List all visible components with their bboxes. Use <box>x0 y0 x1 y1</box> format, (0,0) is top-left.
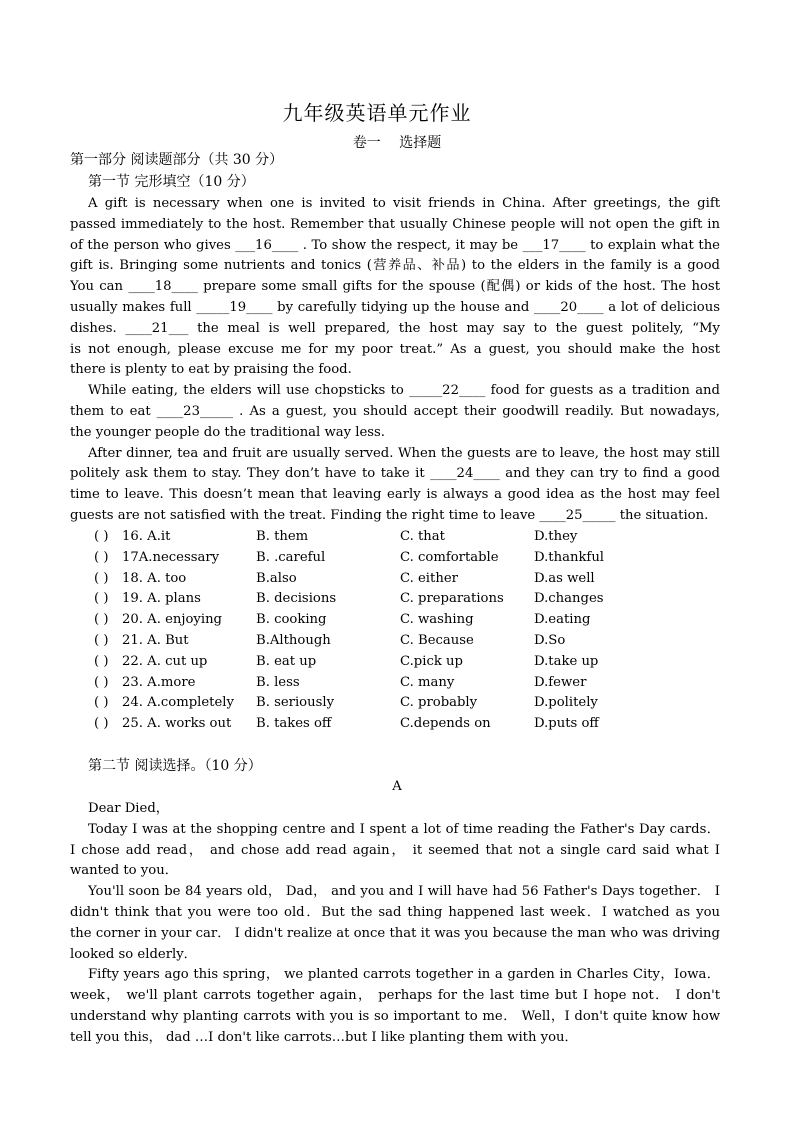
cloze-line: gift is. Bringing some nutrients and tonics (营养品、补品) to the elders in the family is a good <box>70 258 720 274</box>
answer-bracket[interactable]: ( ) <box>94 591 109 607</box>
option-b: B.also <box>256 570 297 586</box>
cloze-line: is not enough, please excuse me for my poor treat.” As a guest, you should make the host <box>70 341 720 357</box>
reading-line: Fifty years ago this spring， we planted carrots together in a garden in Charles City，Iowa． <box>88 967 720 983</box>
answer-bracket[interactable]: ( ) <box>94 653 109 669</box>
cloze-line: A gift is necessary when one is invited to visit friends in China. After greetings, the gift <box>88 196 720 211</box>
answer-bracket[interactable]: ( ) <box>94 695 109 711</box>
cloze-line: usually makes full _____19____ by carefully tidying up the house and ____20____ a lot of delicious <box>70 300 720 315</box>
question-row <box>94 589 714 610</box>
option-c: C. Because <box>400 633 474 648</box>
option-b: B. less <box>256 674 300 690</box>
option-c: C. either <box>400 570 458 586</box>
option-c: C.pick up <box>400 653 463 669</box>
option-c: C. preparations <box>400 591 504 607</box>
part1-heading: 第一部分 阅读题部分（共 30 分） <box>70 152 284 168</box>
option-b: B.Although <box>256 633 331 648</box>
answer-bracket[interactable]: ( ) <box>94 716 109 732</box>
cloze-line: the younger people do the traditional way less. <box>70 424 385 440</box>
option-d: D.politely <box>534 695 598 711</box>
option-d: D.eating <box>534 612 591 628</box>
option-b: B. seriously <box>256 695 335 711</box>
question-row <box>94 652 714 673</box>
page-title: 九年级英语单元作业 <box>282 101 472 125</box>
reading-line: the corner in your car． I didn't realize at once that it was you because the man who was driving <box>70 925 720 941</box>
question-row <box>94 631 714 652</box>
option-a: 25. A. works out <box>122 716 232 732</box>
option-c: C. washing <box>400 612 474 628</box>
option-c: C.depends on <box>400 716 491 732</box>
cloze-line: them to eat ____23_____ . As a guest, you should accept their goodwill readily. But nowadays, <box>70 404 720 419</box>
option-a: 17A.necessary <box>122 549 220 565</box>
section1-heading: 第一节 完形填空（10 分） <box>88 174 255 190</box>
question-row <box>94 527 714 548</box>
reading-line: week， we'll plant carrots together again， perhaps for the last time but I hope not． I don't <box>70 988 720 1004</box>
option-c: C. many <box>400 674 455 690</box>
reading-line: I chose add read， and chose add read again， it seemed that not a single card said what I <box>70 842 720 858</box>
answer-bracket[interactable]: ( ) <box>94 529 109 544</box>
reading-line: wanted to you． <box>70 863 178 879</box>
option-b: B. them <box>256 529 309 544</box>
page-subtitle: 卷一 选择题 <box>352 135 442 151</box>
reading-line: You'll soon be 84 years old， Dad， and you and I will have had 56 Father's Days together． I <box>88 884 720 900</box>
passage-letter: A <box>392 779 402 794</box>
cloze-line: After dinner, tea and fruit are usually served. When the guests are to leave, the host may still <box>88 445 720 461</box>
reading-line: looked so elderly． <box>70 946 197 962</box>
cloze-line: While eating, the elders will use chopsticks to _____22____ food for guests as a tradition and <box>88 383 720 399</box>
answer-bracket[interactable]: ( ) <box>94 570 109 586</box>
answer-bracket[interactable]: ( ) <box>94 549 109 565</box>
option-b: B. decisions <box>256 591 337 607</box>
question-row <box>94 714 714 735</box>
option-b: B. .careful <box>256 549 326 565</box>
cloze-line: time to leave. This doesn’t mean that leaving early is always a good idea as the host may feel <box>70 487 720 503</box>
section2-heading: 第二节 阅读选择。（10 分） <box>88 758 262 774</box>
question-row <box>94 548 714 569</box>
reading-line: Today I was at the shopping centre and I spent a lot of time reading the Father's Day cards． <box>88 821 720 837</box>
option-a: 19. A. plans <box>122 591 201 607</box>
option-b: B. eat up <box>256 653 317 669</box>
option-b: B. cooking <box>256 612 327 628</box>
reading-line: didn't think that you were too old．But the sad thing happened last week．I watched as you <box>70 905 720 920</box>
answer-bracket[interactable]: ( ) <box>94 633 109 648</box>
question-row <box>94 569 714 590</box>
reading-line: understand why planting carrots with you is so important to me． Well，I don't quite know how <box>70 1009 720 1024</box>
option-d: D.thankful <box>534 549 605 565</box>
option-c: C. that <box>400 529 445 544</box>
answer-bracket[interactable]: ( ) <box>94 612 109 628</box>
question-row <box>94 693 714 714</box>
cloze-line: of the person who gives ___16____ . To show the respect, it may be ___17____ to explain what the <box>70 237 720 253</box>
answer-bracket[interactable]: ( ) <box>94 674 109 690</box>
option-c: C. probably <box>400 695 478 711</box>
option-d: D.take up <box>534 653 599 669</box>
option-a: 16. A.it <box>122 529 171 544</box>
option-a: 22. A. cut up <box>122 653 208 669</box>
cloze-line: dishes. ____21___ the meal is well prepared, the host may say to the guest politely, “My <box>70 320 720 336</box>
option-a: 18. A. too <box>122 570 187 586</box>
option-d: D.fewer <box>534 674 587 690</box>
option-d: D.So <box>534 633 566 648</box>
cloze-line: You can ____18____ prepare some small gifts for the spouse (配偶) or kids of the host. The host <box>70 279 720 295</box>
option-d: D.puts off <box>534 716 599 732</box>
cloze-line: there is plenty to eat by praising the food. <box>70 362 352 378</box>
reading-line: tell you this， dad …I don't like carrots…but I like planting them with you． <box>70 1029 578 1045</box>
cloze-line: guests are not satisfied with the treat. Finding the right time to leave ____25_____ the situation. <box>70 508 709 523</box>
option-d: D.they <box>534 529 578 544</box>
option-a: 23. A.more <box>122 674 196 690</box>
option-d: D.as well <box>534 570 595 586</box>
question-row <box>94 673 714 694</box>
option-a: 21. A. But <box>122 633 189 648</box>
option-a: 20. A. enjoying <box>122 612 223 628</box>
cloze-line: politely ask them to stay. They don’t have to take it ____24____ and they can try to find a good <box>70 466 720 482</box>
option-c: C. comfortable <box>400 549 499 565</box>
option-a: 24. A.completely <box>122 695 234 711</box>
cloze-line: passed immediately to the host. Remember that usually Chinese people will not open the gift in <box>70 216 720 232</box>
reading-line: Dear Died， <box>88 801 169 816</box>
option-d: D.changes <box>534 591 604 607</box>
question-row <box>94 610 714 631</box>
option-b: B. takes off <box>256 716 332 732</box>
